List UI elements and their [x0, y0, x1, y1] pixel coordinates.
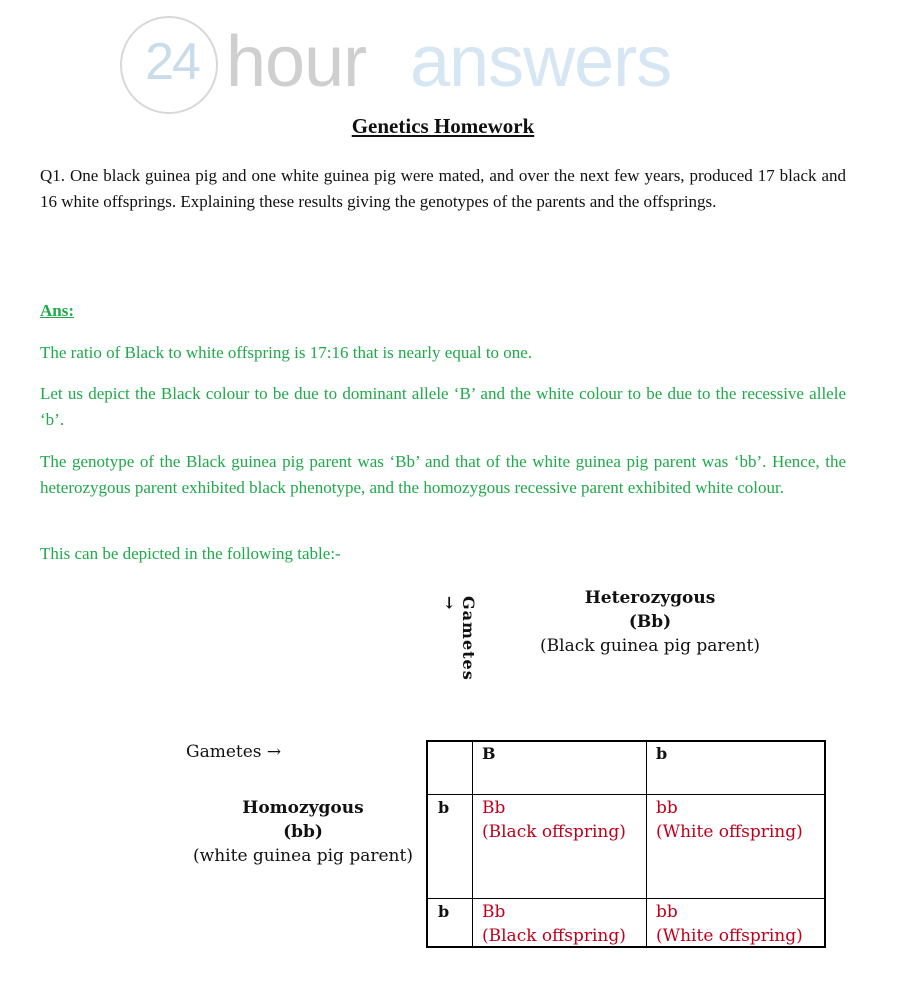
logo-number: 24: [145, 33, 199, 91]
punnett-square: [426, 740, 826, 948]
page-title: Genetics Homework: [351, 114, 535, 138]
row-header-2: b: [438, 902, 450, 921]
left-parent-label: [186, 796, 420, 868]
question-text: Q1. One black guinea pig and one white guinea pig were mated, and over the next few years, produced 17 black and 16 white offsprings. Explaining these results giving the genotypes of the parents and the offsprings.: [40, 166, 846, 211]
left-parent-genotype: (bb): [283, 822, 323, 842]
answer-heading: Ans:: [40, 301, 75, 320]
answer-paragraph-4: This can be depicted in the following table:-: [40, 544, 341, 563]
top-parent-type: Heterozygous: [584, 588, 716, 608]
punnett-cell: Bb (Black offspring): [482, 902, 626, 946]
row-header-1: b: [438, 798, 450, 817]
gametes-horizontal-label: Gametes →: [186, 742, 282, 762]
gametes-vertical-label: Gametes →: [440, 596, 478, 681]
answer-paragraph-3: The genotype of the Black guinea pig parent was ‘Bb’ and that of the white guinea pig parent was ‘bb’. Hence, the heterozygous parent exhibited black phenotype, and the homozygous recessive parent exhibited white colour.: [40, 452, 846, 497]
left-parent-description: (white guinea pig parent): [193, 846, 413, 866]
left-parent-type: Homozygous: [242, 798, 364, 818]
top-parent-description: (Black guinea pig parent): [540, 636, 760, 656]
answer-paragraph-1: The ratio of Black to white offspring is 17:16 that is nearly equal to one.: [40, 343, 533, 362]
answer-paragraph-2: Let us depict the Black colour to be due to dominant allele ‘B’ and the white colour to be due to the recessive allele ‘b’.: [40, 384, 846, 429]
logo-word-hour: hour: [226, 22, 367, 102]
top-parent-genotype: (Bb): [628, 612, 672, 632]
punnett-cell: bb (White offspring): [656, 798, 803, 842]
logo-word-answers: answers: [410, 22, 672, 102]
punnett-cell: bb (White offspring): [656, 902, 803, 946]
col-header-b: b: [656, 744, 668, 763]
top-parent-label: [520, 586, 780, 658]
col-header-B: B: [482, 744, 496, 763]
punnett-cell: Bb (Black offspring): [482, 798, 626, 842]
